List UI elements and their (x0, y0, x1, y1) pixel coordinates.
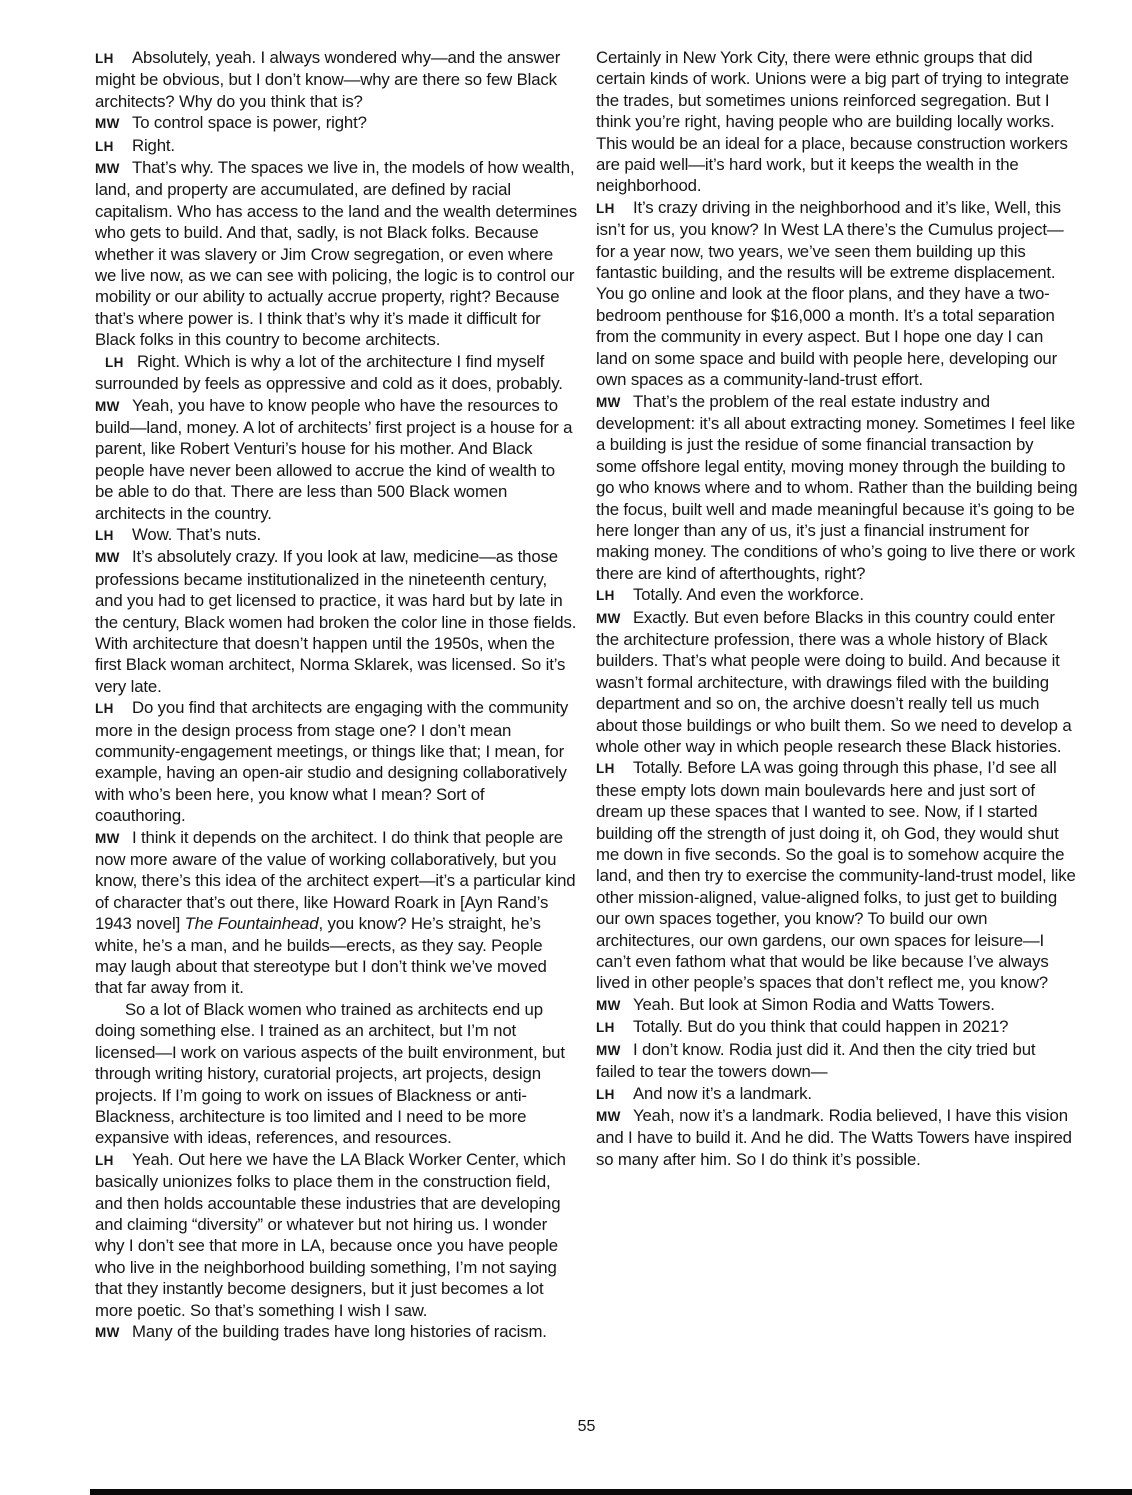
paragraph-text: Absolutely, yeah. I always wondered why—and the answer might be obvious, but I don’t know—why are there so few Black architects? Why do you think that is? (95, 48, 561, 111)
speaker-label: MW (95, 830, 120, 846)
dialogue-paragraph (95, 112, 577, 134)
paragraph-text: It’s crazy driving in the neighborhood and it’s like, Well, this isn’t for us, you know? In West LA there’s the Cumulus project—for a year now, two years, we’ve seen them building up this fantastic building, and the results will be extreme displacement. You go online and look at the floor plans, and they have a two-bedroom penthouse for $16,000 a month. It’s a total separation from the community in every aspect. But I hope one day I can land on some space and build with people here, developing our own spaces as a community-land-trust effort. (596, 197, 1064, 390)
paragraph-text: It’s absolutely crazy. If you look at law, medicine—as those professions became institutionalized in the nineteenth century, and you had to get licensed to practice, it was hard but by late in the century, Black women had broken the color line in those fields. With architecture that doesn’t happen until the 1950s, when the first Black woman architect, Norma Sklarek, was licensed. So it’s very late. (95, 547, 577, 696)
dialogue-paragraph (596, 1083, 1078, 1105)
speaker-label: LH (596, 1086, 615, 1102)
paragraph-text: , you know? He’s straight, he’s white, he’s a man, and he builds—erects, as they say. People may laugh about that stereotype but I don’t think we’ve moved that far away from it. (95, 914, 547, 998)
speaker-label: LH (596, 588, 615, 604)
paragraph-text: Totally. And even the workforce. (633, 585, 864, 605)
speaker-label: MW (596, 394, 621, 410)
paragraph-text: Yeah. Out here we have the LA Black Worker Center, which basically unionizes folks to place them in the construction field, and then holds accountable these industries that are developing and claiming “diversity” or whatever but not hiring us. I wonder why I don’t see that more in LA, because once you have people who live in the neighborhood building something, I’m not saying that they instantly become designers, but it just becomes a lot more poetic. So that’s something I wish I saw. (95, 1149, 566, 1320)
paragraph-text: Totally. Before LA was going through this phase, I’d see all these empty lots down main boulevards here and just sort of dream up these spaces that I wanted to see. Now, if I started building off the strength of just doing it, oh God, they would shut me down in five seconds. So the goal is to somehow acquire the land, and then try to exercise the community-land-trust model, like other mission-aligned, value-aligned folks, to just get to building our own spaces together, you know? To build our own architectures, our own gardens, our own spaces for leisure—I can’t even fathom what that would be like because I’ve always lived in other people’s spaces that don’t reflect me, you know? (596, 758, 1076, 993)
speaker-label: MW (95, 116, 120, 132)
dialogue-paragraph (95, 1321, 577, 1343)
speaker-label: MW (95, 161, 120, 177)
dialogue-paragraph (95, 351, 577, 395)
dialogue-paragraph (95, 395, 577, 524)
dialogue-paragraph (596, 47, 1078, 197)
dialogue-paragraph (596, 584, 1078, 606)
dialogue-paragraph (95, 47, 577, 112)
speaker-label: MW (596, 997, 621, 1013)
paragraph-text: Right. Which is why a lot of the architecture I find myself surrounded by feels as oppressive and cold as it does, probably. (95, 351, 563, 394)
speaker-label: MW (95, 550, 120, 566)
paragraph-text: Yeah, now it’s a landmark. Rodia believed, I have this vision and I have to build it. And he did. The Watts Towers have inspired so many after him. So I do think it’s possible. (596, 1105, 1072, 1169)
dialogue-paragraph (596, 757, 1078, 993)
dialogue-paragraph (95, 999, 577, 1149)
paragraph-text: Certainly in New York City, there were ethnic groups that did certain kinds of work. Unions were a big part of trying to integrate the trades, but sometimes unions reinforced segregation. But I think you’re right, having people who are building locally works. This would be an ideal for a place, because construction workers are paid well—it’s hard work, but it keeps the wealth in the neighborhood. (596, 48, 1069, 196)
paragraph-text: To control space is power, right? (132, 113, 367, 133)
speaker-label: MW (596, 1042, 621, 1058)
left-column (95, 47, 577, 1343)
paragraph-text: Right. (132, 135, 175, 155)
speaker-label: MW (596, 1108, 621, 1124)
speaker-label: LH (596, 200, 615, 216)
speaker-label: LH (596, 761, 615, 777)
paragraph-text: Exactly. But even before Blacks in this country could enter the architecture profession, there was a whole history of Black builders. That’s what people were doing to build. And because it wasn’t formal architecture, with drawings filed with the building department and so on, the archive doesn’t really tell us much about those buildings or who built them. So we need to develop a whole other way in which people research these Black histories. (596, 607, 1072, 756)
dialogue-paragraph (596, 391, 1078, 585)
paragraph-text: That’s the problem of the real estate industry and development: it’s all about extracting money. Sometimes I feel like a building is just the residue of some financial transaction by some offshore legal entity, moving money through the building to go who knows where and to whom. Rather than the building being the focus, built well and made meaningful because it’s going to be here longer than any of us, it’s just a financial instrument for making money. The conditions of who’s going to live there or work there are kind of afterthoughts, right? (596, 391, 1078, 583)
paragraph-text: Wow. That’s nuts. (132, 524, 261, 544)
dialogue-paragraph (95, 546, 577, 697)
dialogue-paragraph (95, 135, 577, 157)
paragraph-text: Do you find that architects are engaging with the community more in the design process from stage one? I don’t mean community-engagement meetings, or things like that; I mean, for example, having an open-air studio and designing collaboratively with who’s been here, you know what I mean? Sort of coauthoring. (95, 698, 569, 826)
paragraph-text: That’s why. The spaces we live in, the models of how wealth, land, and property are accumulated, are defined by racial capitalism. Who has access to the land and the wealth determines who gets to build. And that, sadly, is not Black folks. Because whether it was slavery or Jim Crow segregation, or even where we live now, as we can see with policing, the logic is to control our mobility or our ability to actually accrue property, right? Because that’s where power is. I think that’s why it’s made it difficult for Black folks in this country to become architects. (95, 158, 577, 350)
dialogue-paragraph (95, 827, 577, 999)
paragraph-text: Many of the building trades have long histories of racism. (132, 1321, 547, 1341)
paragraph-text: I don’t know. Rodia just did it. And then the city tried but failed to tear the towers down— (596, 1039, 1036, 1082)
speaker-label: LH (95, 701, 114, 717)
dialogue-paragraph (596, 1105, 1078, 1170)
speaker-label: LH (95, 527, 114, 543)
paragraph-text: Yeah. But look at Simon Rodia and Watts Towers. (633, 994, 995, 1014)
dialogue-paragraph (596, 1039, 1078, 1083)
page-number: 55 (577, 1418, 596, 1435)
speaker-label: MW (596, 610, 621, 626)
paragraph-text: So a lot of Black women who trained as architects end up doing something else. I trained as an architect, but I’m not licensed—I work on various aspects of the built environment, but through writing history, curatorial projects, art projects, design projects. If I’m going to work on issues of Blackness or anti-Blackness, architecture is too limited and I need to be more expansive with ideas, references, and resources. (95, 999, 565, 1148)
dialogue-paragraph (596, 197, 1078, 391)
dialogue-paragraph (95, 157, 577, 351)
speaker-label: MW (95, 398, 120, 414)
dialogue-paragraph (95, 524, 577, 546)
paragraph-text: I think it depends on the architect. I do think that people are now more aware of the value of working collaboratively, but you know, there’s this idea of the architect expert—it’s a particular kind of character that’s out there, like Howard Roark in [Ayn Rand’s 1943 novel] (95, 827, 576, 934)
speaker-label: LH (95, 138, 114, 154)
dialogue-paragraph (596, 607, 1078, 758)
dialogue-paragraph (95, 1149, 577, 1321)
dialogue-paragraph (596, 1016, 1078, 1038)
paragraph-text: Totally. But do you think that could happen in 2021? (633, 1017, 1009, 1037)
speaker-label: MW (95, 1324, 120, 1340)
speaker-label: LH (95, 1152, 114, 1168)
dialogue-paragraph (95, 697, 577, 826)
paragraph-text: The Fountainhead (184, 914, 319, 934)
speaker-label: LH (596, 1020, 615, 1036)
speaker-label: LH (105, 354, 124, 370)
text-block (95, 47, 1078, 1343)
paragraph-text: And now it’s a landmark. (633, 1083, 812, 1103)
speaker-label: LH (95, 51, 114, 66)
dialogue-paragraph (596, 994, 1078, 1016)
right-column (596, 47, 1078, 1343)
page-bottom-edge (90, 1489, 1132, 1495)
paragraph-text: Yeah, you have to know people who have the resources to build—land, money. A lot of architects’ first project is a house for a parent, like Robert Venturi’s house for his mother. And Black people have never been allowed to accrue the kind of wealth to be able to do that. There are less than 500 Black women architects in the country. (95, 395, 573, 523)
